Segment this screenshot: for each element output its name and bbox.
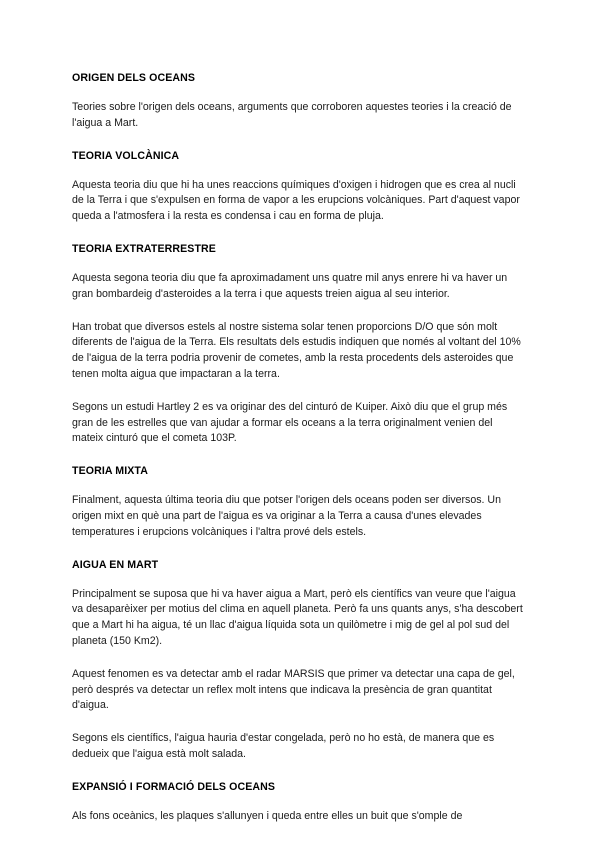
section-heading-teoria-mixta: TEORIA MIXTA [72,465,148,478]
section-heading-expansio-i-formacio: EXPANSIÓ I FORMACIÓ DELS OCEANS [72,780,276,793]
section-heading-teoria-volcanica: TEORIA VOLCÀNICA [72,149,180,162]
paragraph: Finalment, aquesta última teoria diu que potser l'origen dels oceans poden ser diversos. Un origen mixt en què una part de l'aigua es va originar a la Terra a causa d'unes elevades temperatures i erupcions volcàniques i l'altra prové dels estels. [72,494,501,538]
document-title: ORIGEN DELS OCEANS [72,72,196,84]
document-body [72,71,524,825]
section-heading-teoria-extraterrestre: TEORIA EXTRATERRESTRE [72,242,216,255]
paragraph: Segons un estudi Hartley 2 es va originar des del cinturó de Kuiper. Això diu que el grup més gran de les estrelles que van ajudar a formar els oceans a la terra originalment venien del mateix cinturó que el cometa 103P. [72,400,508,445]
paragraph: Principalment se suposa que hi va haver aigua a Mart, però els científics van veure que l'aigua va desaparèixer per motius del clima en aquell planeta. Però fa uns quants anys, s'ha descobert que a Mart hi ha aigua, té un llac d'aigua líquida sota un quilòmetre i mig de gel al pol sud del planeta (150 Km2). [72,587,523,647]
paragraph: Aquesta teoria diu que hi ha unes reaccions químiques d'oxigen i hidrogen que es crea al nucli de la Terra i que s'expulsen en forma de vapor a les erupcions volcàniques. Part d'aquest vapor queda a l'atmosfera i la resta es condensa i cau en forma de pluja. [72,178,520,223]
paragraph: Aquest fenomen es va detectar amb el radar MARSIS que primer va detectar una capa de gel, però després va detectar un reflex molt intens que indicava la presència de gran quantitat d'aigua. [72,667,515,712]
paragraph: Als fons oceànics, les plaques s'allunyen i queda entre elles un buit que s'omple de [72,809,463,822]
intro-paragraph: Teories sobre l'origen dels oceans, arguments que corroboren aquestes teories i la creació de l'aigua a Mart. [72,101,512,129]
paragraph: Segons els científics, l'aigua hauria d'estar congelada, però no ho està, de manera que es dedueix que l'aigua està molt salada. [72,732,495,760]
paragraph: Aquesta segona teoria diu que fa aproximadament uns quatre mil anys enrere hi va haver un gran bombardeig d'asteroides a la terra i que aquests treien aigua al seu interior. [72,271,508,300]
paragraph: Han trobat que diversos estels al nostre sistema solar tenen proporcions D/O que són molt diferents de l'aigua de la Terra. Els resultats dels estudis indiquen que només al voltant del 10% de l'aigua de la terra podria provenir de cometes, amb la resta procedents dels asteroides que tenen molta aigua que impactaran a la terra. [72,320,521,380]
section-heading-aigua-en-mart: AIGUA EN MART [72,558,159,571]
